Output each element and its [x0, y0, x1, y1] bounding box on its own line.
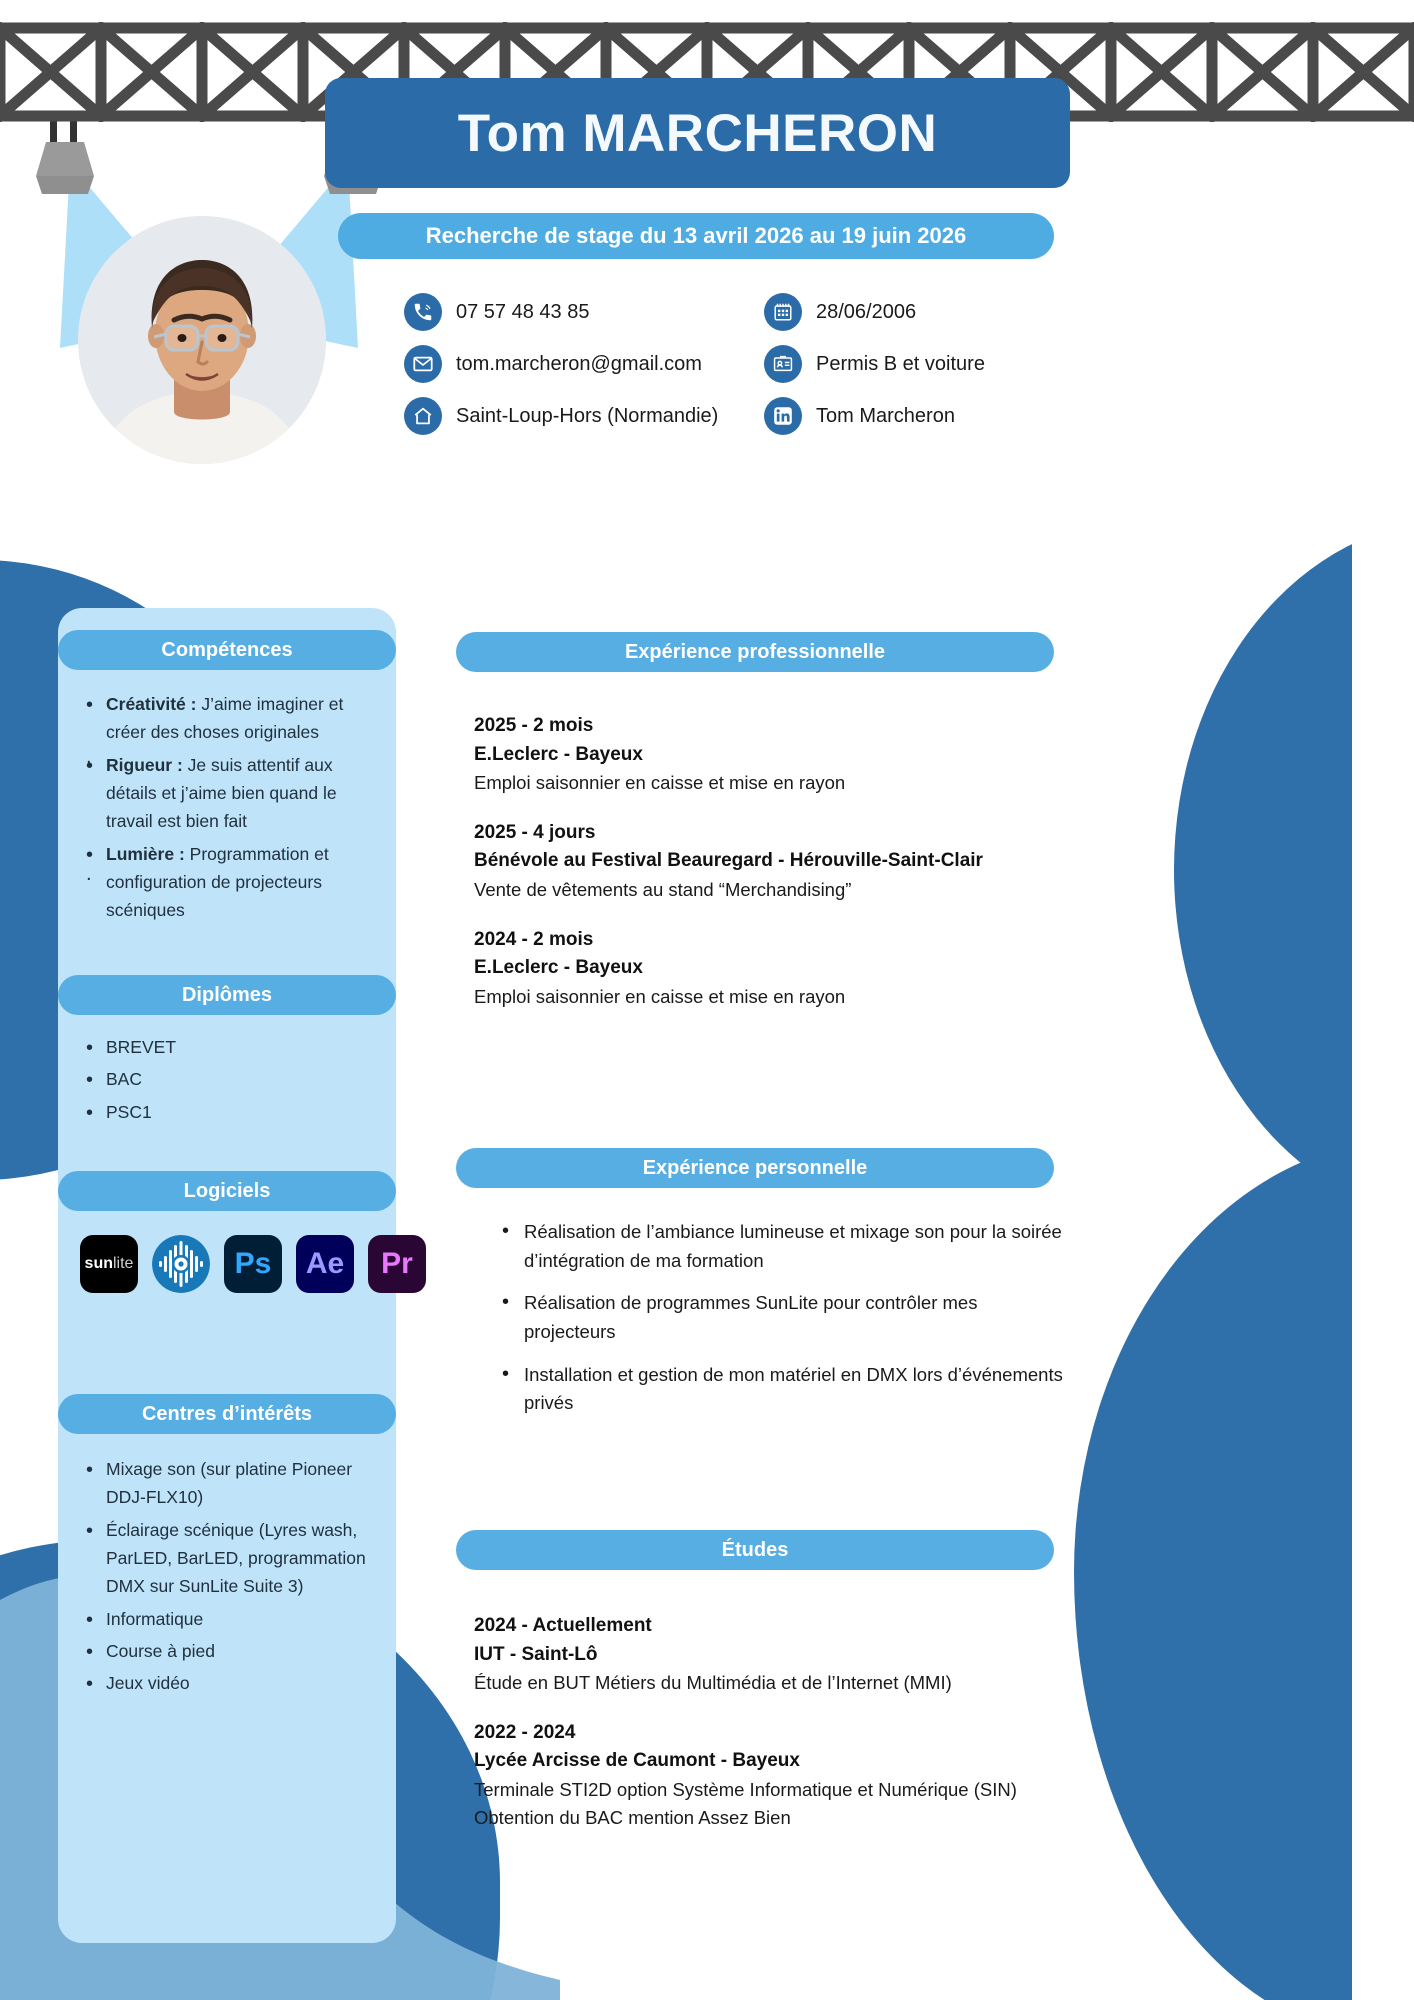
photoshop-logo: Ps: [224, 1235, 282, 1293]
name-banner: [325, 78, 1070, 188]
section-header-etudes-label: Études: [721, 1538, 789, 1561]
list-item: • Course à pied: [80, 1637, 380, 1665]
entry-place: IUT - Saint-Lô: [474, 1643, 598, 1665]
stray-bullet-marker: .: [86, 746, 92, 768]
list-item: • PSC1: [80, 1098, 380, 1126]
page-margin-mask: [1352, 0, 1414, 2000]
list-item: • BAC: [80, 1065, 380, 1093]
home-icon: [404, 397, 442, 435]
entry-place: Bénévole au Festival Beauregard - Hérouville-Saint-Clair: [474, 850, 983, 872]
diplomes-list: [80, 1033, 380, 1130]
list-item: • Éclairage scénique (Lyres wash, ParLED, BarLED, programmation DMX sur SunLite Suite 3): [80, 1516, 380, 1601]
stray-bullet-marker: .: [86, 863, 92, 885]
daslight-logo: [152, 1235, 210, 1293]
list-item: • Installation et gestion de mon matériel en DMX lors d’événements privés: [498, 1361, 1064, 1418]
list-item: • BREVET: [80, 1033, 380, 1061]
contact-license: [764, 338, 985, 390]
experience-pro-body: [474, 712, 1064, 1032]
subtitle-banner: [338, 213, 1054, 259]
sidebar-panel: [58, 608, 413, 1943]
portrait-illustration: [78, 216, 326, 464]
entry-date: 2024 - Actuellement: [474, 1615, 652, 1636]
list-item: • Informatique: [80, 1605, 380, 1633]
contact-email[interactable]: [404, 338, 718, 390]
entry-desc: Vente de vêtements au stand “Merchandising”: [474, 878, 852, 900]
entry-place: E.Leclerc - Bayeux: [474, 743, 643, 765]
experience-entry: [474, 926, 1064, 1011]
contact-birthdate: [764, 286, 985, 338]
contact-birthdate-text: 28/06/2006: [816, 300, 917, 323]
experience-entry: [474, 819, 1064, 904]
id-card-icon: [764, 345, 802, 383]
section-header-experience-perso: [456, 1148, 1054, 1188]
internship-search-text: Recherche de stage du 13 avril 2026 au 19 juin 2026: [425, 223, 967, 248]
sidebar-header-logiciels: [58, 1171, 396, 1211]
software-logos-row: [80, 1235, 426, 1293]
entry-place: E.Leclerc - Bayeux: [474, 957, 643, 978]
section-header-experience-perso-label: Expérience personnelle: [642, 1156, 868, 1179]
competence-label: Rigueur :: [106, 754, 183, 775]
contact-block: [404, 286, 1044, 456]
list-item: • Mixage son (sur platine Pioneer DDJ-FLX10): [80, 1455, 380, 1512]
competence-label: Créativité :: [106, 694, 197, 714]
email-icon: [404, 345, 442, 383]
competence-text: Je suis attentif aux détails et j’aime bien quand le travail est bien fait: [106, 754, 337, 832]
contact-column-left: [404, 286, 718, 442]
experience-perso-body: [474, 1218, 1064, 1432]
entry-desc: Emploi saisonnier en caisse et mise en rayon: [474, 772, 846, 793]
entry-desc: Emploi saisonnier en caisse et mise en rayon: [474, 985, 846, 1007]
contact-email-text: tom.marcheron@gmail.com: [456, 352, 702, 375]
contact-linkedin[interactable]: [764, 390, 985, 442]
linkedin-icon: [764, 397, 802, 435]
sidebar-header-diplomes-label: Diplômes: [181, 983, 273, 1006]
sidebar-header-competences: [58, 630, 396, 670]
entry-desc-secondary: Obtention du BAC mention Assez Bien: [474, 1806, 791, 1828]
list-item: [80, 690, 380, 747]
premiere-pro-logo: Pr: [368, 1235, 426, 1293]
etudes-body: [474, 1612, 1064, 1853]
education-entry: [474, 1719, 1064, 1832]
sunlite-logo: sun lite: [80, 1235, 138, 1293]
sidebar-header-diplomes: [58, 975, 396, 1015]
page-title: Tom MARCHERON: [457, 103, 938, 163]
list-item: [80, 751, 380, 836]
entry-date: 2025 - 2 mois: [474, 715, 594, 736]
avatar: [78, 216, 326, 464]
education-entry: [474, 1612, 1064, 1697]
section-header-experience-pro: [456, 632, 1054, 672]
sidebar-header-interets: [58, 1394, 396, 1434]
entry-place: Lycée Arcisse de Caumont - Bayeux: [474, 1750, 800, 1772]
interets-list: [80, 1455, 380, 1702]
experience-entry: [474, 712, 1064, 797]
list-item: • Réalisation de programmes SunLite pour contrôler mes projecteurs: [498, 1289, 1064, 1346]
list-item: • Réalisation de l’ambiance lumineuse et mixage son pour la soirée d’intégration de ma formation: [498, 1218, 1064, 1275]
entry-desc: Étude en BUT Métiers du Multimédia et de l’Internet (MMI): [474, 1672, 952, 1693]
contact-linkedin-text: Tom Marcheron: [816, 404, 955, 427]
entry-date: 2025 - 4 jours: [474, 821, 596, 843]
sidebar-header-competences-label: Compétences: [161, 638, 293, 661]
list-item: • Jeux vidéo: [80, 1669, 380, 1697]
contact-address[interactable]: [404, 390, 718, 442]
contact-column-right: [764, 286, 985, 442]
competence-label: Lumière :: [106, 843, 185, 864]
list-item: [80, 840, 380, 925]
entry-date: 2024 - 2 mois: [474, 928, 594, 950]
sidebar-header-logiciels-label: Logiciels: [183, 1179, 271, 1202]
entry-desc: Terminale STI2D option Système Informatique et Numérique (SIN): [474, 1778, 1017, 1800]
calendar-icon: [764, 293, 802, 331]
competence-text: Programmation et configuration de projecteurs scéniques: [106, 843, 329, 921]
competences-list: [80, 690, 380, 929]
contact-address-text: Saint-Loup-Hors (Normandie): [456, 404, 719, 427]
section-header-etudes: [456, 1530, 1054, 1570]
sidebar-header-interets-label: Centres d’intérêts: [141, 1402, 313, 1425]
section-header-experience-pro-label: Expérience professionnelle: [624, 640, 886, 663]
competence-text: J’aime imaginer et créer des choses originales: [106, 694, 344, 743]
phone-icon: [404, 293, 442, 331]
entry-date: 2022 - 2024: [474, 1721, 576, 1743]
contact-license-text: Permis B et voiture: [816, 352, 985, 375]
contact-phone[interactable]: [404, 286, 718, 338]
after-effects-logo: Ae: [296, 1235, 354, 1293]
contact-phone-text: 07 57 48 43 85: [456, 300, 590, 323]
